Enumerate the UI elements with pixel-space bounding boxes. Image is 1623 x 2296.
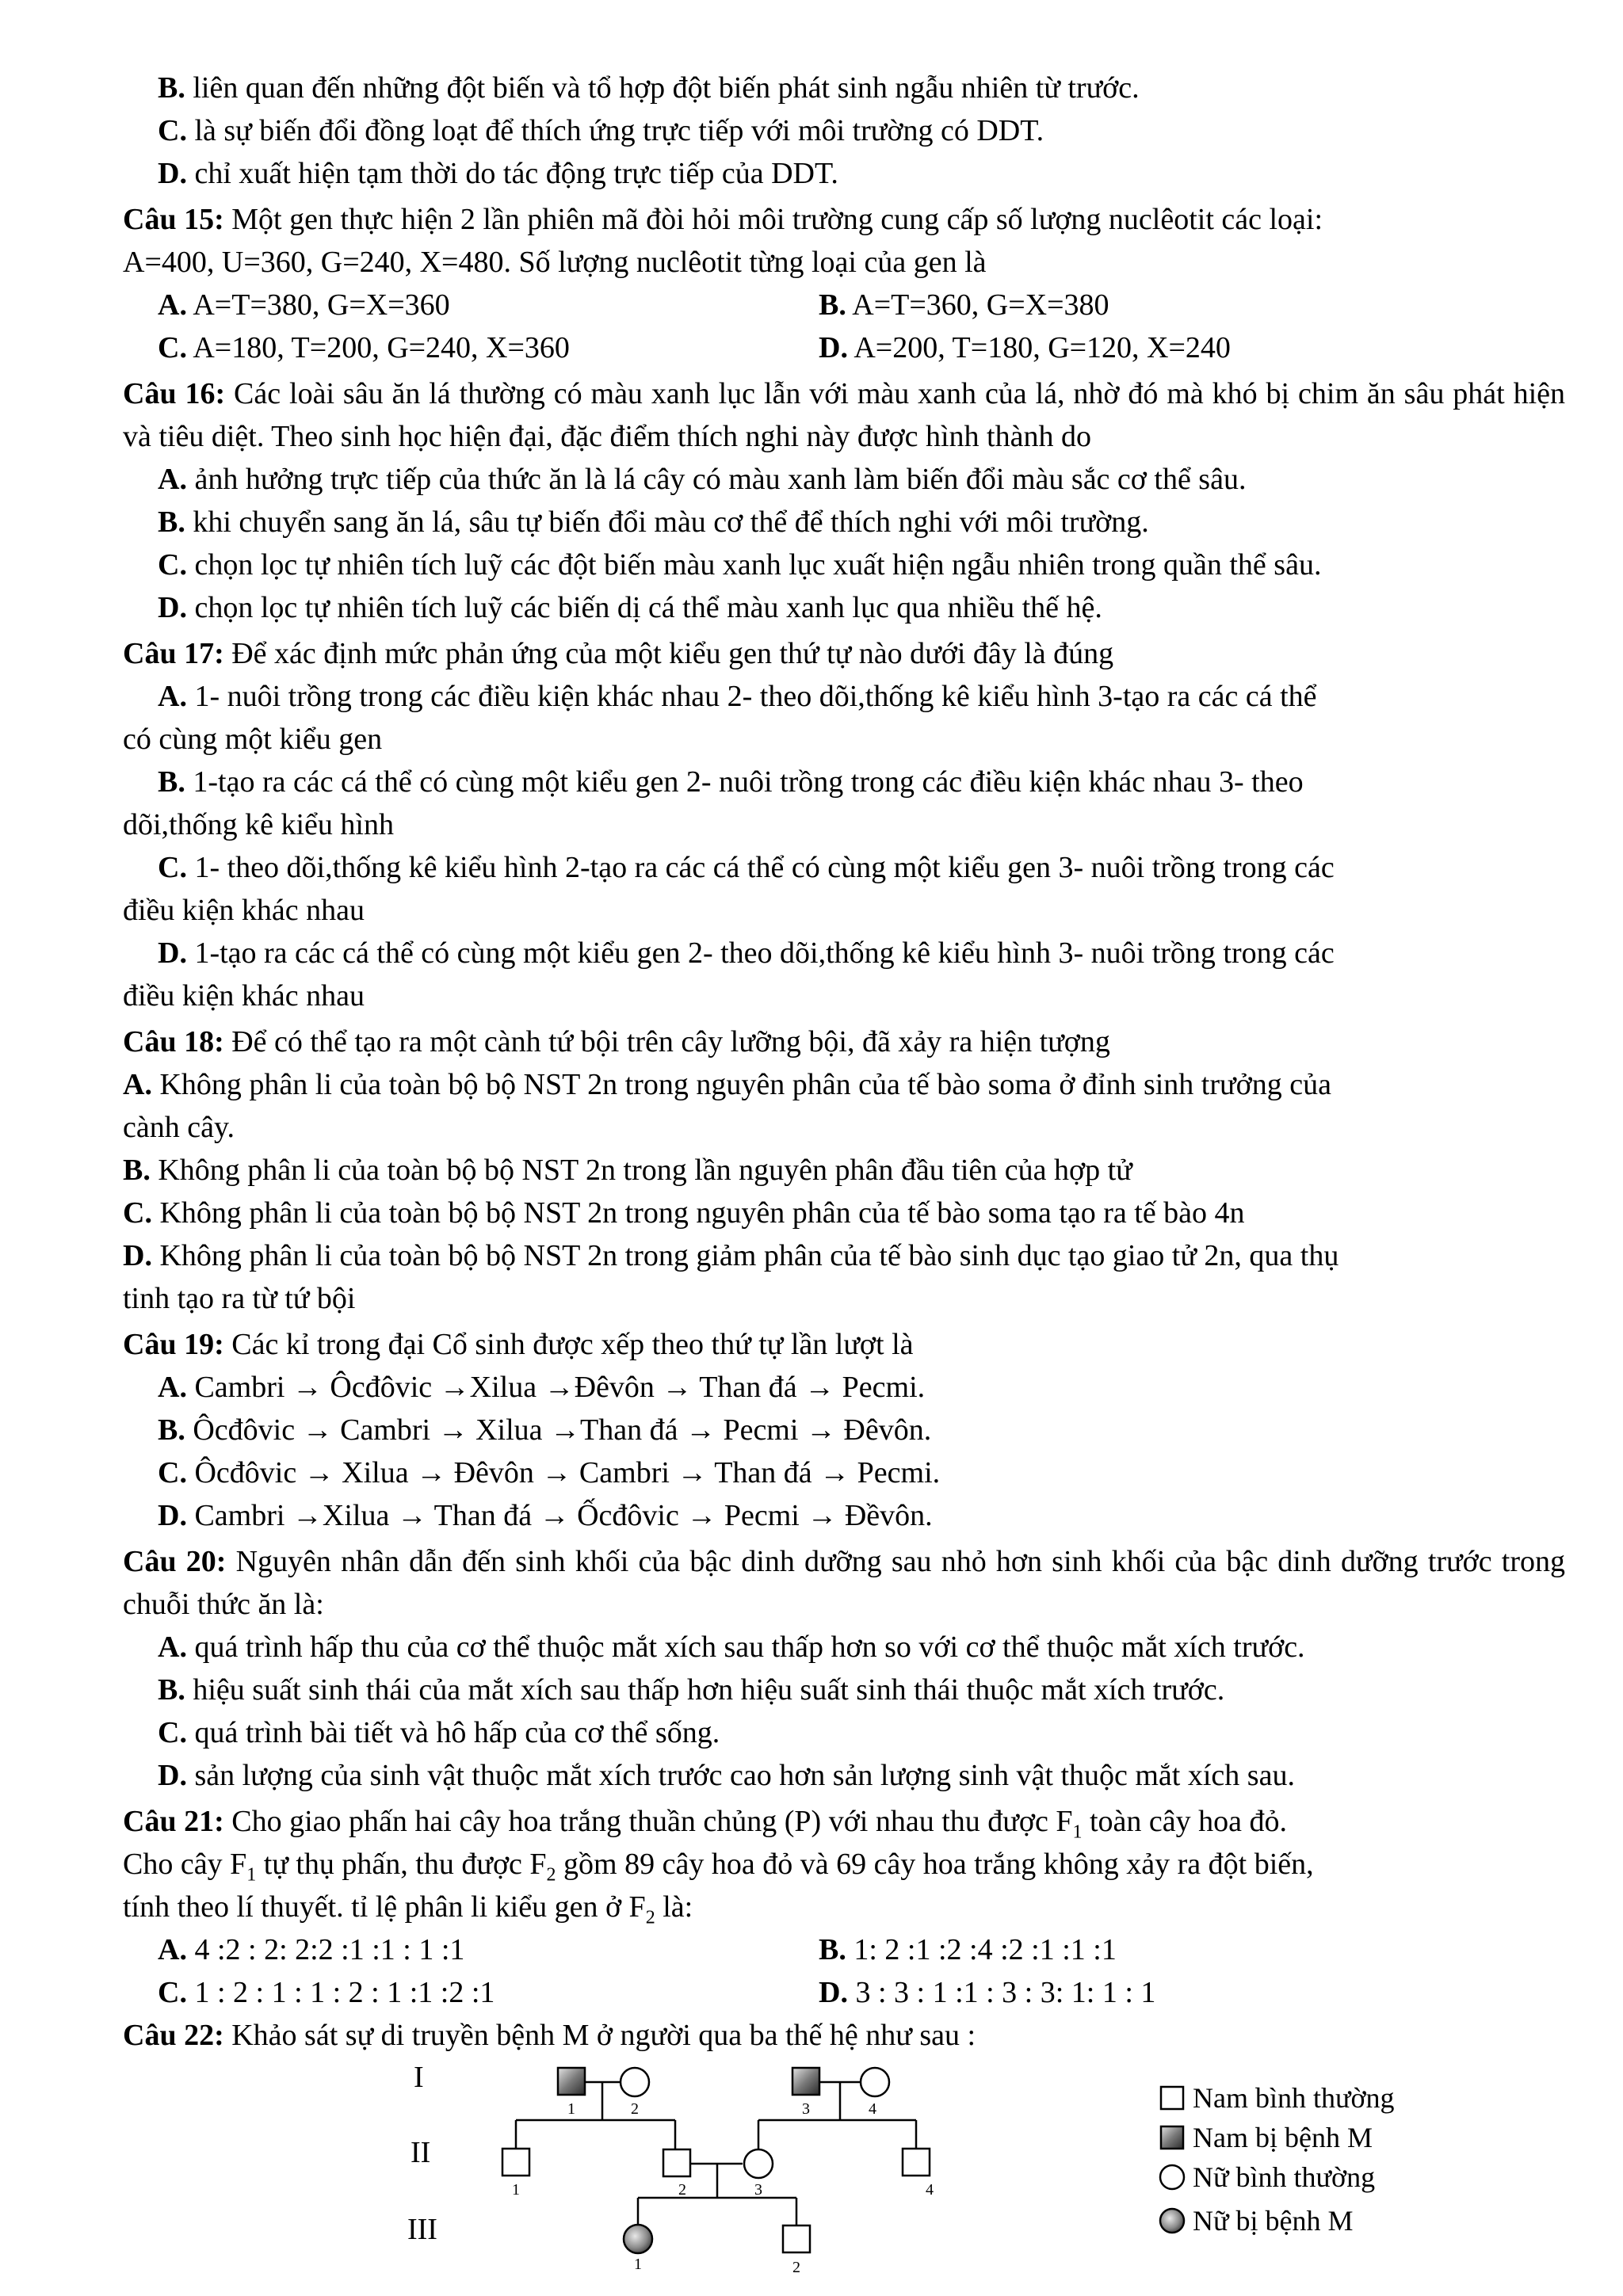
q15-option-d: D. A=200, T=180, G=120, X=240: [819, 331, 1231, 364]
individual-number: 1: [634, 2256, 642, 2273]
exam-page: [123, 67, 1565, 2057]
q18-option-b: B. Không phân li của toàn bộ bộ NST 2n trong lần nguyên phân đầu tiên của hợp tử: [123, 1154, 1132, 1187]
individual-number: 3: [802, 2100, 810, 2118]
q17-stem: Câu 17: Để xác định mức phản ứng của một kiểu gen thứ tự nào dưới đây là đúng: [123, 637, 1114, 670]
q16-stem: Câu 16: Các loài sâu ăn lá thường có màu xanh lục lẫn với màu xanh của lá, nhờ đó mà khó bị chim ăn sâu phát hiện và tiêu diệt. Theo sinh học hiện đại, đặc điểm thích nghi này được hình thành do: [123, 377, 1565, 453]
q16-option-a: A. ảnh hưởng trực tiếp của thức ăn là lá cây có màu xanh làm biến đổi màu sắc cơ thể sâu.: [158, 463, 1247, 496]
legend-label: Nam bình thường: [1193, 2082, 1395, 2114]
q21-option-c: C. 1 : 2 : 1 : 1 : 2 : 1 :1 :2 :1: [158, 1976, 495, 2009]
male-affected-symbol: [792, 2068, 819, 2095]
q21-options-row2: [123, 1971, 1565, 2014]
q17-option-a-cont: có cùng một kiểu gen: [123, 723, 383, 756]
q19-option-b: B. Ôcđôvic → Cambri → Xilua →Than đá → Pecmi → Đêvôn.: [158, 1413, 932, 1447]
q15-option-a: A. A=T=380, G=X=360: [158, 288, 450, 322]
q15-option-b: B. A=T=360, G=X=380: [819, 288, 1109, 322]
q18-option-a: A. Không phân li của toàn bộ bộ NST 2n trong nguyên phân của tế bào soma ở đỉnh sinh trưởng của: [123, 1068, 1331, 1101]
q15-option-c: C. A=180, T=200, G=240, X=360: [158, 331, 570, 364]
q18-option-d: D. Không phân li của toàn bộ bộ NST 2n trong giảm phân của tế bào sinh dục tạo giao tử 2n, qua thụ: [123, 1239, 1339, 1272]
q20-option-a: A. quá trình hấp thu của cơ thể thuộc mắt xích sau thấp hơn so với cơ thể thuộc mắt xích trước.: [158, 1630, 1305, 1664]
q15-stem-cont: A=400, U=360, G=240, X=480. Số lượng nuclêotit từng loại của gen là: [123, 246, 987, 279]
legend-label: Nữ bình thường: [1193, 2161, 1376, 2193]
q14-option-d: D. chỉ xuất hiện tạm thời do tác động trực tiếp của DDT.: [158, 157, 838, 190]
legend: [1160, 2082, 1395, 2237]
individual-number: 1: [512, 2181, 520, 2199]
q21-options-row1: [123, 1928, 1565, 1971]
individual-number: 2: [678, 2181, 686, 2199]
legend-female-normal-icon: [1160, 2165, 1184, 2189]
legend-label: Nam bị bệnh M: [1193, 2122, 1373, 2153]
legend-female-affected-icon: [1160, 2209, 1184, 2233]
q16-option-b: B. khi chuyển sang ăn lá, sâu tự biến đổi màu cơ thể để thích nghi với môi trường.: [158, 505, 1149, 539]
individual-numbers: [512, 2100, 934, 2276]
generation-label-ii: II: [411, 2136, 431, 2169]
q18-option-d-cont: tinh tạo ra từ tứ bội: [123, 1282, 356, 1315]
male-normal-symbol: [663, 2149, 690, 2176]
q21-option-d: D. 3 : 3 : 1 :1 : 3 : 3: 1: 1 : 1: [819, 1976, 1156, 2009]
q20-option-c: C. quá trình bài tiết và hô hấp của cơ thể sống.: [158, 1716, 720, 1749]
q15-stem: Câu 15: Một gen thực hiện 2 lần phiên mã đòi hỏi môi trường cung cấp số lượng nuclêotit các loại:: [123, 203, 1323, 236]
q22-stem: Câu 22: Khảo sát sự di truyền bệnh M ở người qua ba thế hệ như sau :: [123, 2019, 976, 2052]
pedigree-chart: [396, 2063, 1490, 2277]
generation-label-i: I: [414, 2063, 424, 2094]
individual-number: 3: [754, 2181, 762, 2199]
q14-option-c: C. là sự biến đổi đồng loạt để thích ứng trực tiếp với môi trường có DDT.: [158, 114, 1044, 147]
male-normal-symbol: [502, 2149, 529, 2176]
male-normal-symbol: [783, 2225, 810, 2252]
q20-option-b: B. hiệu suất sinh thái của mắt xích sau thấp hơn hiệu suất sinh thái thuộc mắt xích trước.: [158, 1673, 1225, 1707]
legend-label: Nữ bị bệnh M: [1193, 2205, 1354, 2237]
q19-option-d: D. Cambri →Xilua → Than đá → Ốcđôvic → Pecmi → Đềvôn.: [158, 1499, 933, 1532]
q15-options-row1: [123, 284, 1565, 326]
q14-option-b: B. liên quan đến những đột biến và tổ hợp đột biến phát sinh ngẫu nhiên từ trước.: [158, 71, 1140, 105]
q18-option-a-cont: cành cây.: [123, 1111, 235, 1144]
q17-option-c-cont: điều kiện khác nhau: [123, 894, 365, 927]
q17-option-b-cont: dõi,thống kê kiểu hình: [123, 808, 394, 841]
q18-stem: Câu 18: Để có thể tạo ra một cành tứ bội trên cây lưỡng bội, đã xảy ra hiện tượng: [123, 1025, 1110, 1058]
q16-option-d: D. chọn lọc tự nhiên tích luỹ các biến dị cá thể màu xanh lục qua nhiều thế hệ.: [158, 591, 1102, 624]
q21-option-a: A. 4 :2 : 2: 2:2 :1 :1 : 1 :1: [158, 1933, 465, 1966]
individual-number: 4: [926, 2181, 934, 2199]
individual-number: 2: [792, 2259, 800, 2276]
q19-stem: Câu 19: Các kỉ trong đại Cổ sinh được xếp theo thứ tự lần lượt là: [123, 1328, 914, 1361]
q20-option-d: D. sản lượng của sinh vật thuộc mắt xích trước cao hơn sản lượng sinh vật thuộc mắt xích sau.: [158, 1759, 1295, 1792]
legend-male-affected-icon: [1161, 2126, 1183, 2149]
q21-option-b: B. 1: 2 :1 :2 :4 :2 :1 :1 :1: [819, 1933, 1117, 1966]
female-normal-symbol: [621, 2068, 649, 2096]
q17-option-d-cont: điều kiện khác nhau: [123, 979, 365, 1013]
female-normal-symbol: [744, 2149, 773, 2178]
individual-number: 4: [869, 2100, 876, 2118]
male-normal-symbol: [903, 2149, 930, 2176]
female-affected-symbol: [624, 2225, 652, 2253]
female-normal-symbol: [861, 2068, 889, 2096]
q16-option-c: C. chọn lọc tự nhiên tích luỹ các đột biến màu xanh lục xuất hiện ngẫu nhiên trong quần thể sâu.: [158, 548, 1322, 582]
pedigree-lines: [516, 2082, 916, 2225]
legend-male-normal-icon: [1161, 2087, 1183, 2109]
q21-stem-cont2: tính theo lí thuyết. tỉ lệ phân li kiểu gen ở $F_2$ là:: [123, 1890, 693, 1928]
q15-options-row2: [123, 326, 1565, 369]
q21-stem: Câu 21: Cho giao phấn hai cây hoa trắng thuần chủng (P) với nhau thu được $F_1$ toàn cây hoa đỏ.: [123, 1805, 1288, 1843]
q17-option-c: C. 1- theo dõi,thống kê kiểu hình 2-tạo ra các cá thể có cùng một kiểu gen 3- nuôi trồng trong các: [158, 851, 1335, 884]
q19-option-a: A. Cambri → Ôcđôvic →Xilua →Đêvôn → Than đá → Pecmi.: [158, 1371, 926, 1404]
q21-stem-cont1: Cho cây $F_1$ tự thụ phấn, thu được $F_2$ gồm 89 cây hoa đỏ và 69 cây hoa trắng không xảy ra đột biến,: [123, 1848, 1314, 1886]
q17-option-d: D. 1-tạo ra các cá thể có cùng một kiểu gen 2- theo dõi,thống kê kiểu hình 3- nuôi trồng trong các: [158, 936, 1335, 970]
q17-option-b: B. 1-tạo ra các cá thể có cùng một kiểu gen 2- nuôi trồng trong các điều kiện khác nhau 3- theo: [158, 765, 1304, 799]
male-affected-symbol: [558, 2068, 585, 2095]
generation-label-iii: III: [407, 2213, 437, 2246]
q17-option-a: A. 1- nuôi trồng trong các điều kiện khác nhau 2- theo dõi,thống kê kiểu hình 3-tạo ra các cá thể: [158, 680, 1317, 713]
individual-number: 2: [631, 2100, 639, 2118]
q18-option-c: C. Không phân li của toàn bộ bộ NST 2n trong nguyên phân của tế bào soma tạo ra tế bào 4n: [123, 1196, 1245, 1230]
q19-option-c: C. Ôcđôvic → Xilua → Đêvôn → Cambri → Than đá → Pecmi.: [158, 1456, 941, 1489]
individual-number: 1: [567, 2100, 575, 2118]
q20-stem: Câu 20: Nguyên nhân dẫn đến sinh khối của bậc dinh dưỡng sau nhỏ hơn sinh khối của bậc dinh dưỡng trước trong chuỗi thức ăn là:: [123, 1545, 1566, 1621]
